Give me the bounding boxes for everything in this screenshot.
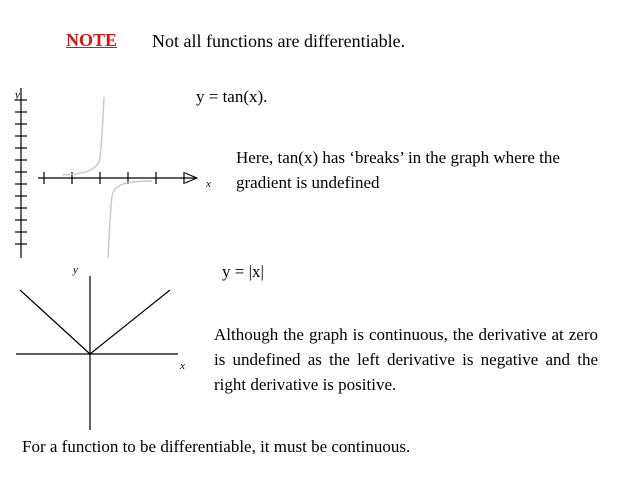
abs-description: Although the graph is continuous, the derivative at zero is undefined as the left derivative is negative and the right derivative is positive. — [214, 325, 598, 394]
tan-equation: y = tan(x). — [196, 87, 268, 106]
abs-equation: y = |x| — [222, 262, 264, 281]
abs-y-label: y — [73, 264, 78, 276]
headline: Not all functions are differentiable. — [152, 31, 406, 51]
abs-right-branch — [90, 290, 170, 354]
footer-statement: For a function to be differentiable, it must be continuous. — [22, 437, 411, 456]
note-label: NOTE — [66, 30, 118, 50]
abs-left-branch — [20, 290, 90, 354]
tan-y-label: y — [15, 89, 20, 101]
abs-x-label: x — [180, 360, 185, 372]
tan-x-label: x — [206, 178, 211, 190]
tan-description: Here, tan(x) has ‘breaks’ in the graph where the gradient is undefined — [236, 148, 560, 192]
